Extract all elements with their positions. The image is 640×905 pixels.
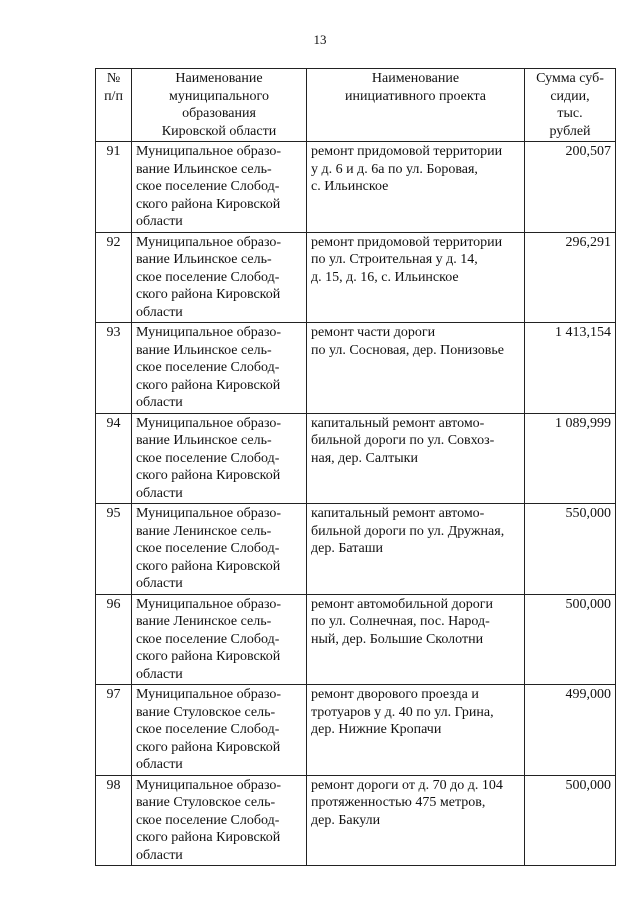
row-num: 98 [96, 775, 132, 866]
row-municipality: Муниципальное образо- вание Ильинское сель- ское поселение Слобод- ского района Кировской области [132, 413, 307, 504]
row-num: 93 [96, 323, 132, 414]
subsidy-table [95, 68, 616, 866]
row-sum: 1 413,154 [525, 323, 616, 414]
row-project: ремонт части дороги по ул. Сосновая, дер. Понизовье [307, 323, 525, 414]
row-sum: 1 089,999 [525, 413, 616, 504]
row-municipality: Муниципальное образо- вание Стуловское сель- ское поселение Слобод- ского района Кировской области [132, 775, 307, 866]
table-row [96, 142, 616, 233]
row-num: 97 [96, 685, 132, 776]
row-project: ремонт автомобильной дороги по ул. Солнечная, пос. Народ- ный, дер. Большие Сколотни [307, 594, 525, 685]
table-row [96, 413, 616, 504]
row-num: 91 [96, 142, 132, 233]
table-row [96, 775, 616, 866]
row-project: капитальный ремонт автомо- бильной дороги по ул. Совхоз- ная, дер. Салтыки [307, 413, 525, 504]
table-row [96, 323, 616, 414]
row-sum: 500,000 [525, 775, 616, 866]
table-row [96, 594, 616, 685]
row-municipality: Муниципальное образо- вание Ильинское сель- ское поселение Слобод- ского района Кировской области [132, 323, 307, 414]
row-municipality: Муниципальное образо- вание Ильинское сель- ское поселение Слобод- ского района Кировской области [132, 232, 307, 323]
row-sum: 550,000 [525, 504, 616, 595]
row-municipality: Муниципальное образо- вание Ленинское сель- ское поселение Слобод- ского района Кировской области [132, 504, 307, 595]
row-project: ремонт придомовой территории по ул. Строительная у д. 14, д. 15, д. 16, с. Ильинское [307, 232, 525, 323]
row-sum: 200,507 [525, 142, 616, 233]
header-sum: Сумма суб- сидии, тыс. рублей [525, 69, 616, 142]
row-sum: 296,291 [525, 232, 616, 323]
row-num: 95 [96, 504, 132, 595]
row-municipality: Муниципальное образо- вание Ильинское сель- ское поселение Слобод- ского района Кировской области [132, 142, 307, 233]
row-num: 96 [96, 594, 132, 685]
row-project: ремонт придомовой территории у д. 6 и д. 6а по ул. Боровая, с. Ильинское [307, 142, 525, 233]
row-municipality: Муниципальное образо- вание Ленинское сель- ское поселение Слобод- ского района Кировской области [132, 594, 307, 685]
row-sum: 499,000 [525, 685, 616, 776]
row-project: ремонт дворового проезда и тротуаров у д. 40 по ул. Грина, дер. Нижние Кропачи [307, 685, 525, 776]
table-row [96, 685, 616, 776]
table-row [96, 232, 616, 323]
header-project: Наименование инициативного проекта [307, 69, 525, 142]
row-municipality: Муниципальное образо- вание Стуловское сель- ское поселение Слобод- ского района Кировской области [132, 685, 307, 776]
table-row [96, 504, 616, 595]
page-number: 13 [313, 32, 327, 47]
table-header-row [96, 69, 616, 142]
row-project: капитальный ремонт автомо- бильной дороги по ул. Дружная, дер. Баташи [307, 504, 525, 595]
row-num: 94 [96, 413, 132, 504]
header-num: № п/п [96, 69, 132, 142]
row-num: 92 [96, 232, 132, 323]
row-sum: 500,000 [525, 594, 616, 685]
row-project: ремонт дороги от д. 70 до д. 104 протяженностью 475 метров, дер. Бакули [307, 775, 525, 866]
header-municipality: Наименование муниципального образования Кировской области [132, 69, 307, 142]
